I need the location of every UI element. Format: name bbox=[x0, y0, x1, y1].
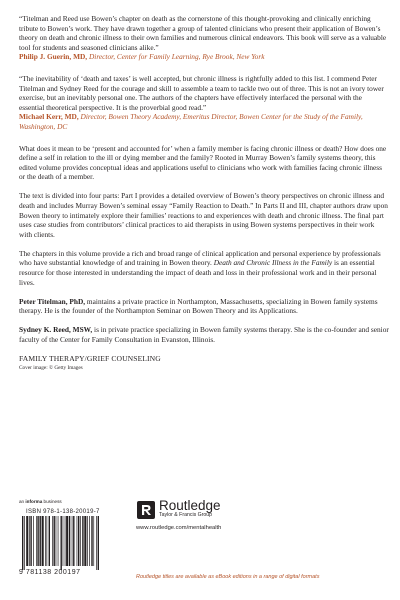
author-name: Sydney K. Reed, MSW, bbox=[19, 325, 93, 335]
barcode-bar bbox=[33, 516, 34, 566]
barcode-bar bbox=[77, 516, 78, 566]
barcode-bar bbox=[63, 516, 64, 566]
endorsement-2 bbox=[19, 74, 389, 132]
barcode-bar bbox=[42, 516, 44, 566]
routledge-r-icon bbox=[136, 500, 156, 520]
barcode-bar bbox=[96, 516, 97, 570]
isbn-label: ISBN 978-1-138-20019-7 bbox=[26, 509, 100, 515]
barcode-bar bbox=[61, 516, 62, 570]
endorsement-signature bbox=[19, 112, 389, 131]
endorsement-quote: “The inevitability of ‘death and taxes’ is well accepted, but chronic illness is rightfully added to this list. I commend Peter Titelman and Sydney Reed for the courage and skill to assemble a team to tackle two out of three. This is not an ivory tower exercise, but an inevitably personal one. The authors of the chapters have effectively interfaced the personal with the essential theoretical perspective. It is the proverbial good read.” bbox=[19, 73, 384, 112]
barcode-bar bbox=[49, 516, 50, 566]
barcode-bar bbox=[89, 516, 90, 566]
barcode-bar bbox=[45, 516, 46, 566]
endorser-name: Michael Kerr, MD, bbox=[19, 112, 79, 122]
barcode-bar bbox=[56, 516, 57, 566]
endorsement-signature bbox=[19, 52, 389, 62]
barcode-bar bbox=[87, 516, 88, 566]
barcode-bar bbox=[29, 516, 30, 566]
ebook-note: Routledge titles are available as eBook editions in a range of digital formats bbox=[136, 574, 320, 580]
barcode-bar bbox=[66, 516, 68, 566]
informa-prefix: an bbox=[19, 499, 25, 504]
publisher-website[interactable]: www.routledge.com/mentalhealth bbox=[136, 525, 222, 531]
publisher-name: Routledge bbox=[159, 498, 221, 513]
barcode-bar bbox=[72, 516, 73, 566]
endorsement-quote: “Titelman and Reed use Bowen’s chapter on death as the cornerstone of this thought-provoking and clinically enriching tribute to Bowen’s work. They have drawn together a group of talented clinicians who present their application of Bowen’s theory on death and chronic illness to their own families and numerous clinical endeavors. This book will serve as a valuable tool for students and seasoned clinicians alike.” bbox=[19, 14, 387, 52]
barcode-bar bbox=[91, 516, 92, 566]
description-paragraph: The text is divided into four parts: Part I provides a detailed overview of Bowen’s theory perspectives on chronic illness and death and includes Murray Bowen’s seminal essay “Family Reaction to Death.” In Parts II and III, chapter authors draw upon Bowen theory to intimately explore their families’ reactions to and experiences with death and chronic illness. The final part uses case studies from contributors’ clinical practices to aid therapists in using Bowen systems perspectives in their work with clients. bbox=[19, 191, 388, 239]
endorser-title: Director, Center for Family Learning, Rye Brook, New York bbox=[88, 52, 265, 62]
barcode-bar bbox=[82, 516, 83, 566]
back-cover-text bbox=[19, 14, 389, 372]
barcode-bar bbox=[40, 516, 41, 566]
author-bio-text: maintains a private practice in Northampton, Massachusetts, specializing in Bowen family systems therapy. He is the founder of the Northampton Seminar on Bowen Theory and its Applications. bbox=[19, 296, 378, 316]
author-name: Peter Titelman, PhD, bbox=[19, 296, 86, 306]
author-bio-text: is in private practice specializing in Bowen family systems therapy. She is the co-founder and senior faculty of the Center for Family Consultation in Evanston, Illinois. bbox=[19, 325, 389, 345]
barcode-bar bbox=[93, 516, 94, 566]
author-bio bbox=[19, 325, 389, 344]
description-paragraph bbox=[19, 249, 389, 287]
barcode-bar bbox=[80, 516, 81, 566]
barcode-bar bbox=[24, 516, 25, 570]
barcode-bar bbox=[54, 516, 55, 566]
publisher-subtitle: Taylor & Francis Group bbox=[159, 512, 213, 518]
barcode-digits: 9 781138 200197 bbox=[19, 569, 81, 576]
description-text: The chapters in this volume provide a rich and broad range of clinical application and personal experience by professionals who have substantial knowledge of and training in Bowen theory. bbox=[19, 248, 381, 268]
barcode-bar bbox=[69, 516, 70, 566]
description-paragraph: What does it mean to be ‘present and accounted for’ when a family member is facing chronic illness or death? How does one define a self in relation to the ill or dying member and the family? Rooted in Murray Bowen’s family systems theory, this edited volume provides conceptual ideas and applications useful to clinicians who work with families facing chronic illness or the death of a member. bbox=[19, 143, 387, 182]
informa-tagline bbox=[19, 499, 62, 504]
cover-credit: Cover image: © Getty Images bbox=[19, 365, 83, 372]
subject-category: FAMILY THERAPY/GRIEF COUNSELING bbox=[19, 354, 161, 364]
endorser-name: Philip J. Guerin, MD, bbox=[19, 52, 88, 62]
endorsement-1 bbox=[19, 14, 389, 62]
informa-brand: informa bbox=[25, 499, 43, 504]
informa-suffix: business bbox=[43, 499, 62, 504]
barcode-bar bbox=[30, 516, 31, 566]
barcode-bar bbox=[52, 516, 53, 566]
endorser-title: Director, Bowen Theory Academy, Emeritus Director, Bowen Center for the Study of the Family, Washington, DC bbox=[19, 112, 363, 131]
barcode-image bbox=[19, 516, 122, 572]
routledge-logo bbox=[136, 498, 276, 522]
barcode-bar bbox=[58, 516, 59, 566]
barcode-bar bbox=[98, 516, 99, 570]
barcode-bar bbox=[84, 516, 86, 566]
book-title: Death and Chronic Illness in the Family bbox=[213, 258, 333, 268]
barcode-bar bbox=[36, 516, 37, 566]
barcode-bar bbox=[37, 516, 38, 566]
barcode-bar bbox=[22, 516, 23, 570]
barcode-bar bbox=[65, 516, 66, 566]
barcode-bar bbox=[26, 516, 28, 566]
barcode-bar bbox=[47, 516, 48, 566]
barcode-bar bbox=[73, 516, 74, 566]
description-text: is an essential resource for those interested in understanding the impact of death and loss in their professional work and in their personal lives. bbox=[19, 258, 377, 287]
barcode-bar bbox=[78, 516, 79, 566]
author-bio bbox=[19, 297, 389, 316]
